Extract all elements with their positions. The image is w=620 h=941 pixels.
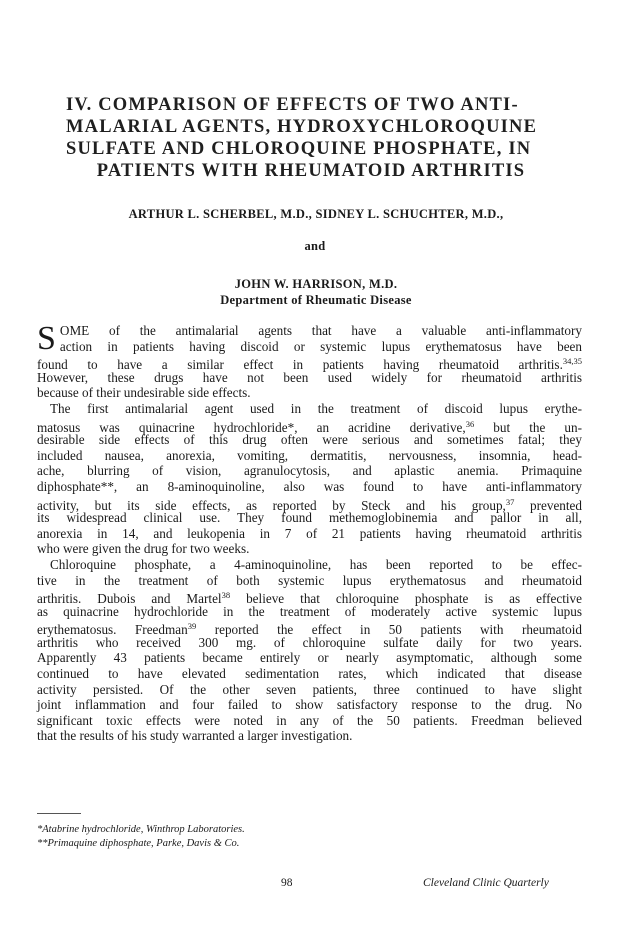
text-line: because of their undesirable side effects. (37, 385, 251, 401)
reference-superscript: 36 (465, 418, 475, 429)
text-run: but the un- (474, 419, 582, 435)
footnote-divider (37, 813, 81, 814)
article-title (66, 94, 556, 182)
paragraph (37, 320, 582, 401)
text-line: ache, blurring of vision, agranulocytosis, and aplastic anemia. Primaquine (37, 463, 582, 479)
title-line: PATIENTS WITH RHEUMATOID ARTHRITIS (96, 161, 526, 181)
text-run: prevented (514, 497, 583, 513)
text-line: Apparently 43 patients became entirely or nearly asymptomatic, although some (37, 650, 582, 666)
page-number: 98 (281, 877, 293, 889)
text-run: erythematosus. Freedman (37, 622, 188, 638)
article-body (37, 320, 583, 744)
text-line (37, 588, 582, 607)
text-run: matosus was quinacrine hydrochloride*, an acridine derivative, (37, 419, 466, 435)
text-run: believe that chloroquine phosphate is as effective (230, 591, 582, 607)
text-line: desirable side effects of this drug often were serious and sometimes fatal; they (37, 432, 582, 448)
text-line: OME of the antimalarial agents that have a valuable anti-inflammatory (59, 323, 582, 338)
author-line: ARTHUR L. SCHERBEL, M.D., SIDNEY L. SCHUCHTER, M.D., (128, 207, 504, 221)
text-line: significant toxic effects were noted in any of the 50 patients. Freedman believed (37, 712, 582, 728)
text-line (37, 619, 582, 638)
text-line: joint inflammation and four failed to show satisfactory response to the drug. No (37, 697, 582, 713)
text-line: continued to have elevated sedimentation rates, which indicated that disease (37, 666, 582, 682)
text-line: anorexia in 14, and leukopenia in 7 of 21 patients having rheumatoid arthritis (37, 525, 582, 541)
text-run: reported the effect in 50 patients with rheumatoid (196, 622, 582, 638)
text-line: its widespread clinical use. They found methemoglobinemia and pallor in all, (37, 510, 582, 526)
journal-name: Cleveland Clinic Quarterly (423, 877, 549, 889)
text-line: diphosphate**, an 8-aminoquinoline, also was found to have anti-inflammatory (37, 478, 582, 494)
footnote: *Atabrine hydrochloride, Winthrop Laboratories. (37, 824, 245, 835)
text-line: action in patients having discoid or systemic lupus erythematosus have been (59, 338, 582, 354)
text-line: arthritis who received 300 mg. of chloroquine sulfate daily for two years. (37, 634, 582, 650)
title-line: IV. COMPARISON OF EFFECTS OF TWO ANTI- (66, 95, 519, 115)
author-line: JOHN W. HARRISON, M.D. (234, 277, 398, 291)
paragraph (37, 557, 582, 744)
footnotes (37, 823, 245, 851)
reference-superscript: 38 (221, 590, 231, 601)
footnote: **Primaquine diphosphate, Parke, Davis & Co. (37, 838, 240, 849)
text-line (37, 495, 582, 511)
text-line: that the results of his study warranted a larger investigation. (37, 728, 353, 744)
text-line: included nausea, anorexia, vomiting, dermatitis, nervousness, insomnia, head- (37, 447, 582, 463)
text-line (37, 354, 582, 373)
text-line: The first antimalarial agent used in the treatment of discoid lupus erythe- (50, 400, 582, 416)
author-block (40, 206, 580, 308)
reference-superscript: 39 (187, 621, 197, 632)
text-line (37, 417, 582, 433)
text-line: activity persisted. Of the other seven patients, three continued to have slight (37, 681, 582, 697)
text-line: who were given the drug for two weeks. (37, 541, 250, 557)
text-line: Chloroquine phosphate, a 4-aminoquinoline, has been reported to be effec- (50, 556, 582, 572)
title-line: MALARIAL AGENTS, HYDROXYCHLOROQUINE (66, 117, 538, 137)
paragraph (37, 401, 582, 557)
drop-cap: S (37, 320, 56, 357)
reference-superscript: 37 (505, 496, 515, 507)
text-run: activity, but its side effects, as reported by Steck and his group, (37, 497, 506, 513)
department: Department of Rheumatic Disease (220, 293, 412, 307)
text-line: as quinacrine hydrochloride in the treatment of moderately active systemic lupus (37, 603, 582, 619)
text-line: However, these drugs have not been used widely for rheumatoid arthritis (37, 369, 582, 385)
text-line: tive in the treatment of both systemic lupus erythematosus and rheumatoid (37, 572, 582, 588)
reference-superscript: 34,35 (562, 356, 582, 367)
text-run: found to have a similar effect in patients having rheumatoid arthritis. (37, 357, 563, 373)
text-run: arthritis. Dubois and Martel (37, 591, 222, 607)
author-conjunction: and (304, 239, 326, 253)
title-line: SULFATE AND CHLOROQUINE PHOSPHATE, IN (66, 139, 532, 159)
